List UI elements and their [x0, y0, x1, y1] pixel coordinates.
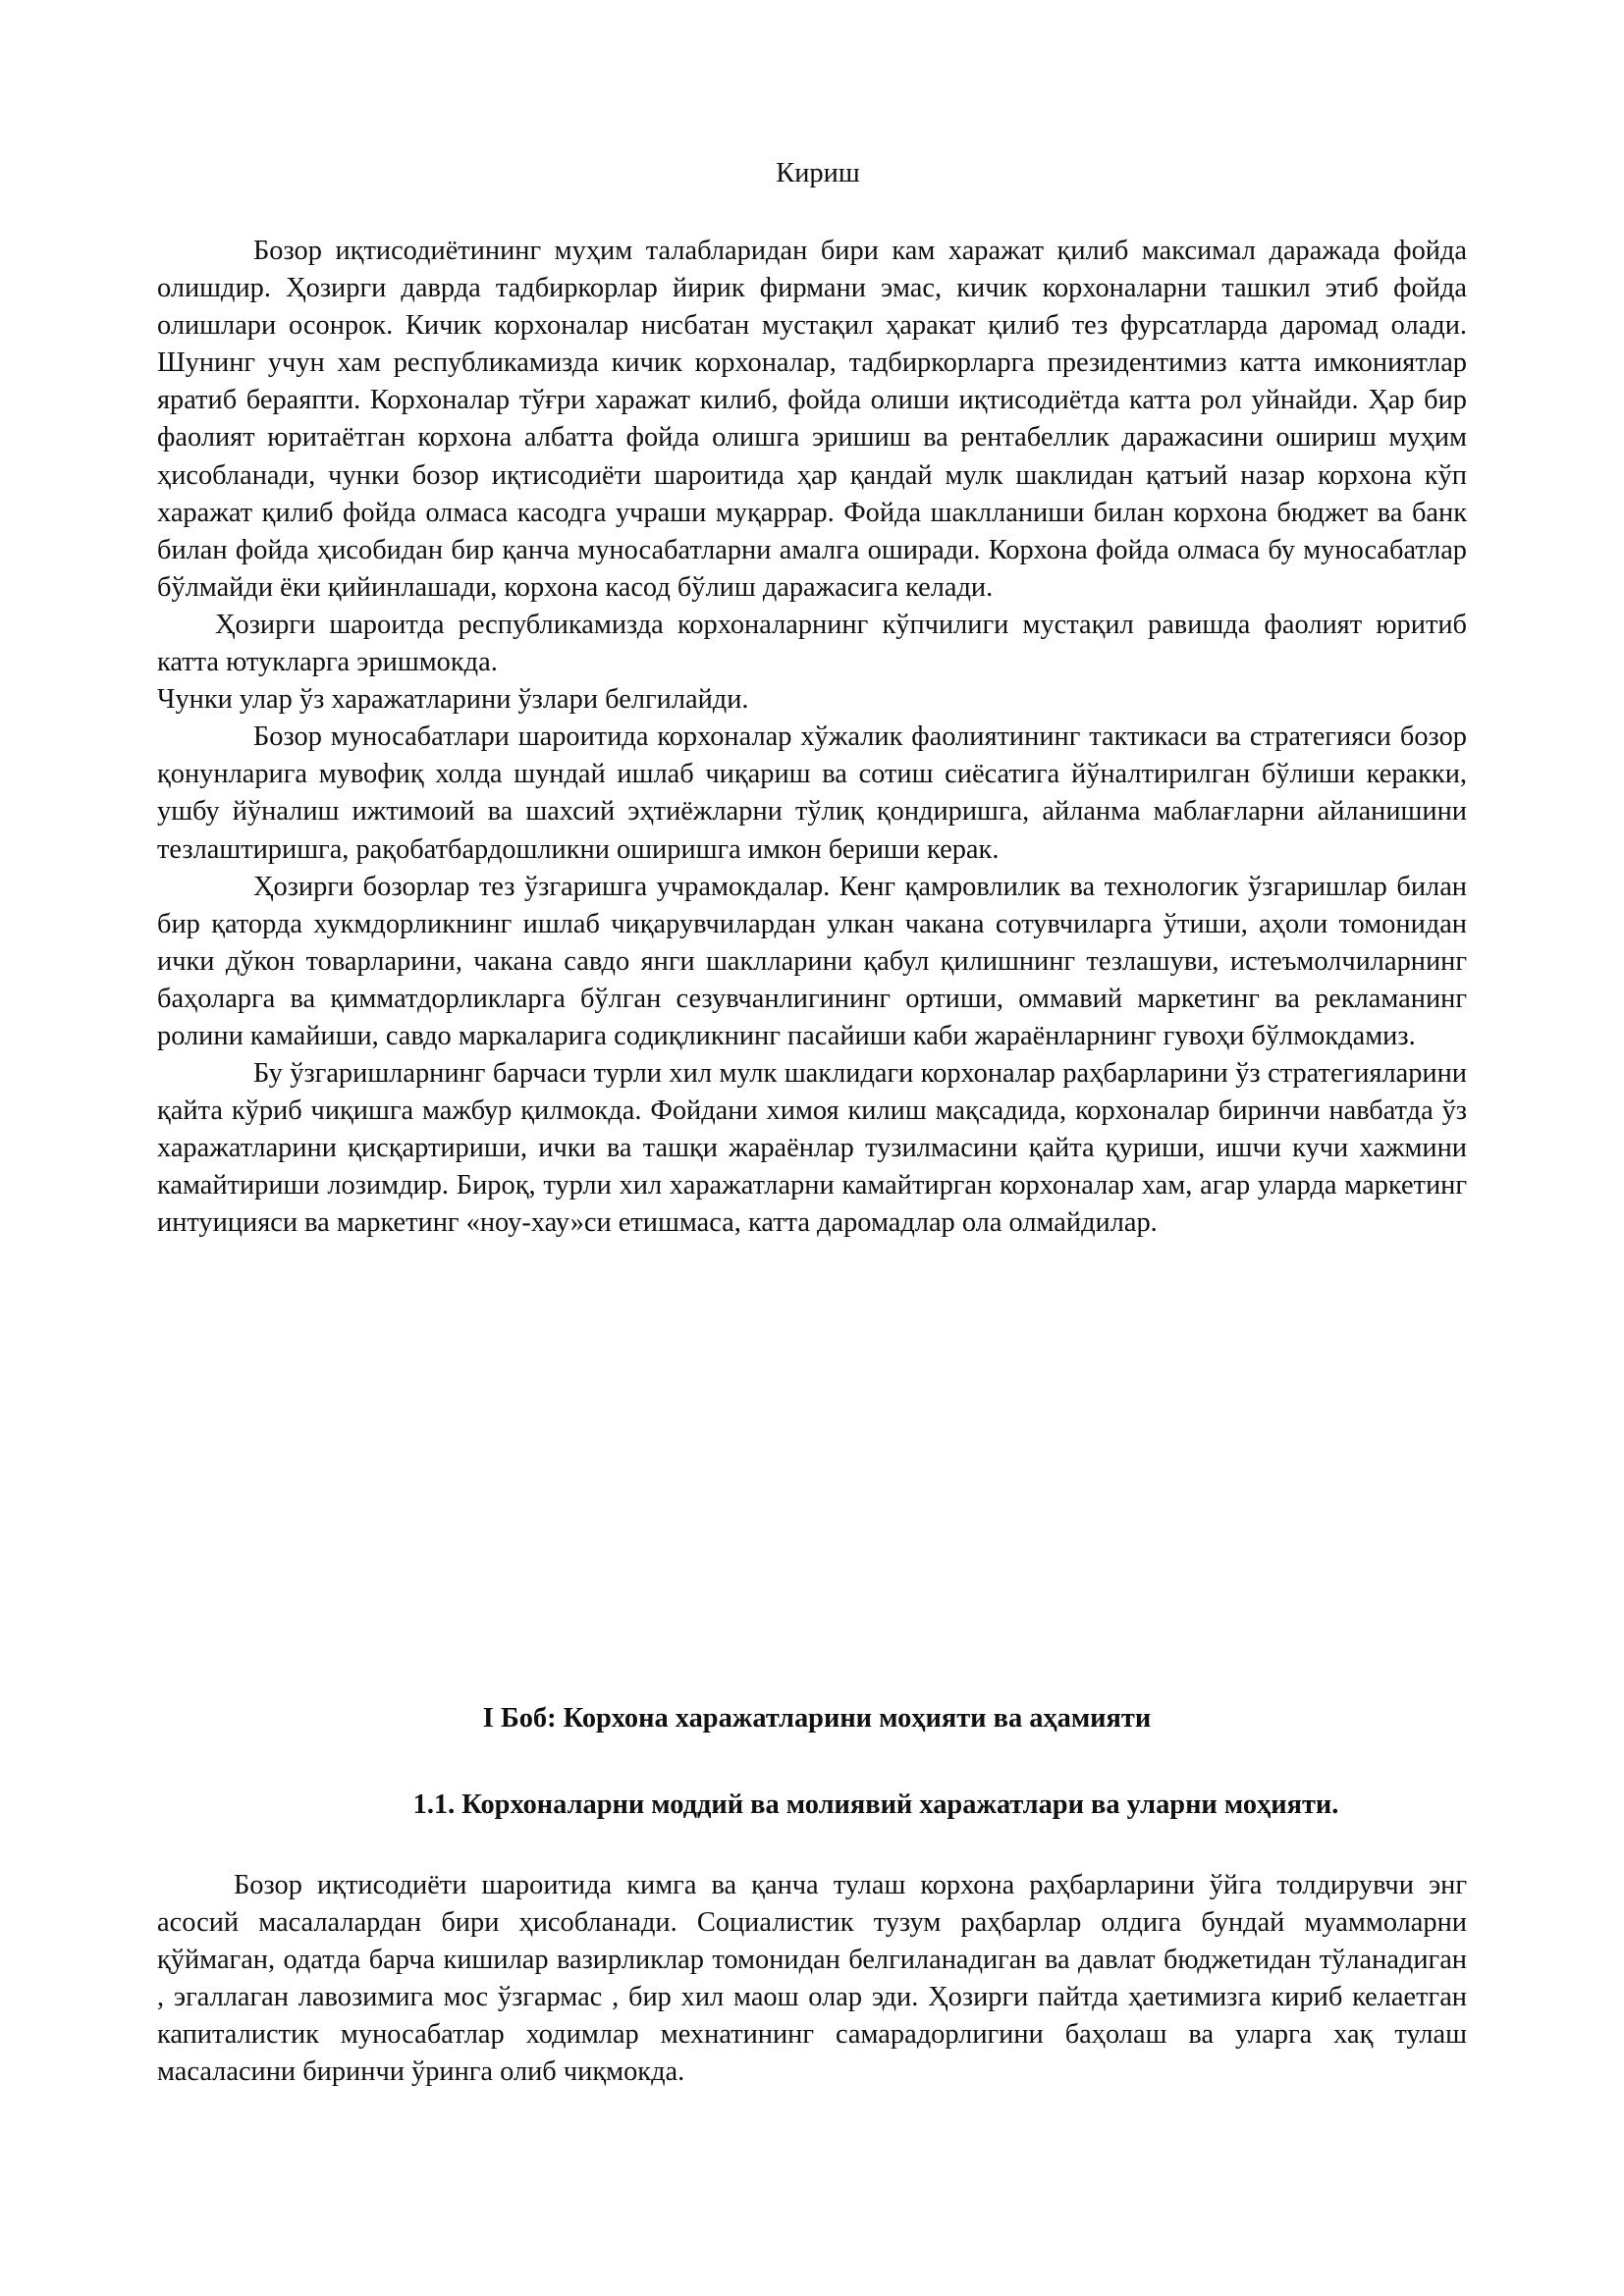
intro-paragraph: Ҳозирги шароитда республикамизда корхоналарнинг кўпчилиги мустақил равишда фаолият юритиб катта ютукларга эришмокда. — [157, 609, 1467, 678]
intro-body — [157, 233, 1467, 1243]
chapter-paragraph: Бозор иқтисодиёти шароитида кимга ва қанча тулаш корхона раҳбарларини ўйга толдирувчи энг асосий масалалардан бири ҳисобланади. Социалистик тузум раҳбарлар олдига бундай муаммоларни қўймаган, одатда барча кишилар вазирликлар томонидан белгиланадиган ва давлат бюджетидан тўланадиган , эгаллаган лавозимига мос ўзгармас , бир хил маош олар эди. Ҳозирги пайтда ҳаетимизга кириб келаетган капиталистик муносабатлар ходимлар мехнатининг самарадорлигини баҳолаш ва уларга хақ тулаш масаласини биринчи ўринга олиб чиқмокда. — [157, 1870, 1467, 2088]
chapter-body — [157, 1867, 1467, 2092]
intro-paragraph: Бозор иқтисодиётининг муҳим талабларидан бири кам харажат қилиб максимал даражада фойда олишдир. Ҳозирги даврда тадбиркорлар йирик фирмани эмас, кичик корхоналарни ташкил этиб фойда олишлари осонрок. Кичик корхоналар нисбатан мустақил ҳаракат қилиб тез фурсатларда даромад олади. Шунинг учун хам республикамизда кичик корхоналар, тадбиркорларга президентимиз катта имкониятлар яратиб бераяпти. Корхоналар тўғри харажат килиб, фойда олиши иқтисодиётда катта рол уйнайди. Ҳар бир фаолият юритаётган корхона албатта фойда олишга эришиш ва рентабеллик даражасини ошириш муҳим ҳисобланади, чунки бозор иқтисодиёти шароитида ҳар қандай мулк шаклидан қатъий назар корхона кўп харажат қилиб фойда олмаса касодга учраши муқаррар. Фойда шаклланиши билан корхона бюджет ва банк билан фойда ҳисобидан бир қанча муносабатларни амалга оширади. Корхона фойда олмаса бу муносабатлар бўлмайди ёки қийинлашади, корхона касод бўлиш даражасига келади. — [157, 236, 1467, 603]
intro-title: Кириш — [776, 158, 860, 188]
intro-paragraph: Чунки улар ўз харажатларини ўзлари белгилайди. — [157, 684, 749, 716]
chapter-title: I Боб: Корхона харажатларини моҳияти ва аҳамияти — [482, 1703, 1152, 1734]
intro-paragraph: Бу ўзгаришларнинг барчаси турли хил мулк шаклидаги корхоналар раҳбарларини ўз стратегияларини қайта кўриб чиқишга мажбур қилмокда. Фойдани химоя килиш мақсадида, корхоналар биринчи навбатда ўз харажатларини қисқартириши, ички ва ташқи жараёнлар тузилмасини қайта қуриши, ишчи кучи хажмини камайтириши лозимдир. Бироқ, турли хил харажатларни камайтирган корхоналар хам, агар уларда маркетинг интуицияси ва маркетинг «ноу-хау»си етишмаса, катта даромадлар ола олмайдилар. — [157, 1058, 1467, 1239]
intro-paragraph: Бозор муносабатлари шароитида корхоналар хўжалик фаолиятининг тактикаси ва стратегияси бозор қонунларига мувофиқ холда шундай ишлаб чиқариш ва сотиш сиёсатига йўналтирилган бўлиши керакки, ушбу йўналиш ижтимоий ва шахсий эҳтиёжларни тўлиқ қондиришга, айланма маблағларни айланишини тезлаштиришга, рақобатбардошликни оширишга имкон бериши керак. — [157, 721, 1467, 865]
section-title: 1.1. Корхоналарни моддий ва молиявий харажатлари ва уларни моҳияти. — [412, 1789, 1339, 1820]
intro-paragraph: Ҳозирги бозорлар тез ўзгаришга учрамокдалар. Кенг қамровлилик ва технологик ўзгаришлар билан бир қаторда хукмдорликнинг ишлаб чиқарувчилардан улкан чакана сотувчиларга ўтиши, аҳоли томонидан ички дўкон товарларини, чакана савдо янги шаклларини қабул қилишнинг тезлашуви, истеъмолчиларнинг баҳоларга ва қимматдорликларга бўлган сезувчанлигининг ортиши, оммавий маркетинг ва рекламанинг ролини камайиши, савдо маркаларига содиқликнинг пасайиши каби жараёнларнинг гувоҳи бўлмокдамиз. — [157, 871, 1467, 1051]
